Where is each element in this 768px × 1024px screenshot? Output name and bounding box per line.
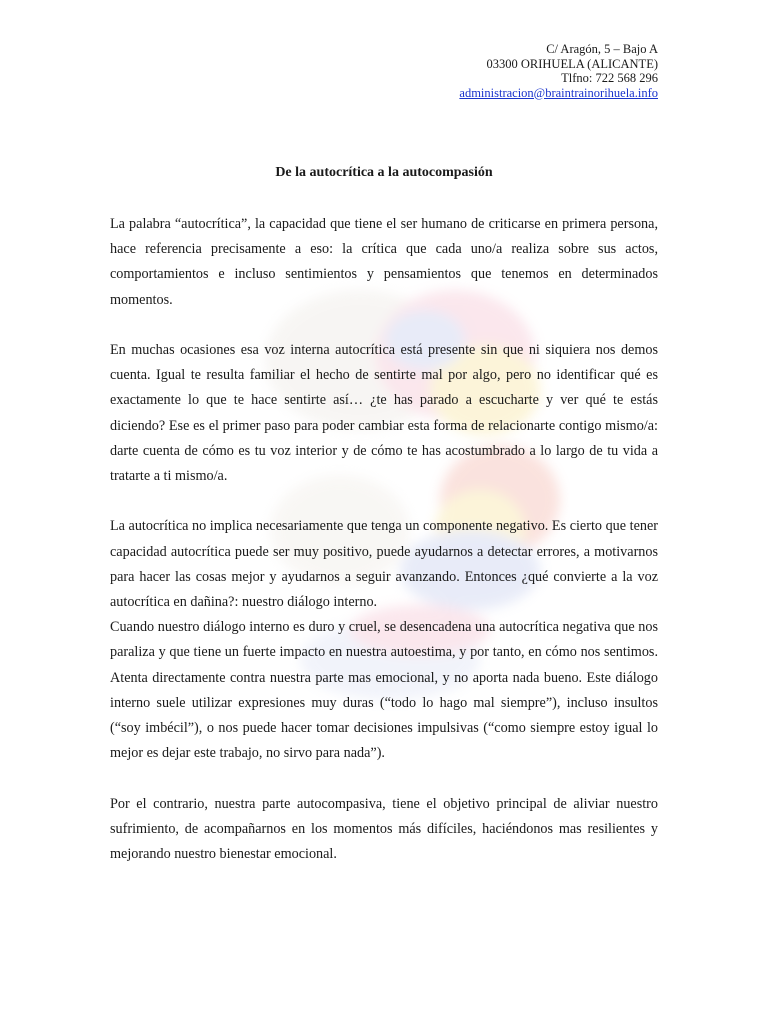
paragraph: Cuando nuestro diálogo interno es duro y cruel, se desencadena una autocrítica negativa que nos paraliza y que tiene un fuerte impacto en nuestra autoestima, y por tanto, en cómo nos sentimos. Atenta directamente contra nuestra parte mas emocional, y no aporta nada bueno. Este diálogo interno suele utilizar expresiones muy duras (“todo lo hago mal siempre”), incluso insultos (“soy imbécil”), o nos puede hacer tomar decisiones impulsivas (“como siempre estoy igual lo mejor es dejar este trabajo, no sirvo para nada”). [110, 619, 658, 762]
address-line-2: 03300 ORIHUELA (ALICANTE) [486, 56, 658, 71]
email-link[interactable]: administracion@braintrainorihuela.info [459, 85, 658, 100]
document-body [110, 212, 658, 867]
paragraph: La autocrítica no implica necesariamente que tenga un componente negativo. Es cierto que tener capacidad autocrítica puede ser muy positivo, puede ayudarnos a detectar errores, a motivarnos para hacer las cosas mejor y ayudarnos a seguir avanzando. Entonces ¿qué convierte a la voz autocrítica en dañina?: nuestro diálogo interno. [110, 518, 658, 611]
letterhead [459, 42, 658, 100]
paragraph: En muchas ocasiones esa voz interna autocrítica está presente sin que ni siquiera nos demos cuenta. Igual te resulta familiar el hecho de sentirte mal por algo, pero no identificar qué es exactamente lo que te hace sentirte así… ¿te has parado a escucharte y ver qué te estás diciendo? Ese es el primer paso para poder cambiar esta forma de relacionarte contigo mismo/a: darte cuenta de cómo es tu voz interior y de cómo te has acostumbrado a lo largo de tu vida a tratarte a ti mismo/a. [110, 342, 658, 485]
paragraph: Por el contrario, nuestra parte autocompasiva, tiene el objetivo principal de aliviar nuestro sufrimiento, de acompañarnos en los momentos más difíciles, haciéndonos mas resilientes y mejorando nuestro bienestar emocional. [110, 795, 658, 863]
phone-number: Tlfno: 722 568 296 [561, 71, 658, 85]
address-line-1: C/ Aragón, 5 – Bajo A [546, 42, 658, 56]
paragraph: La palabra “autocrítica”, la capacidad que tiene el ser humano de criticarse en primera persona, hace referencia precisamente a eso: la crítica que cada uno/a realiza sobre sus actos, comportamientos e incluso sentimientos y pensamientos que tenemos en determinados momentos. [110, 216, 658, 308]
document-title: De la autocrítica a la autocompasión [275, 165, 493, 180]
